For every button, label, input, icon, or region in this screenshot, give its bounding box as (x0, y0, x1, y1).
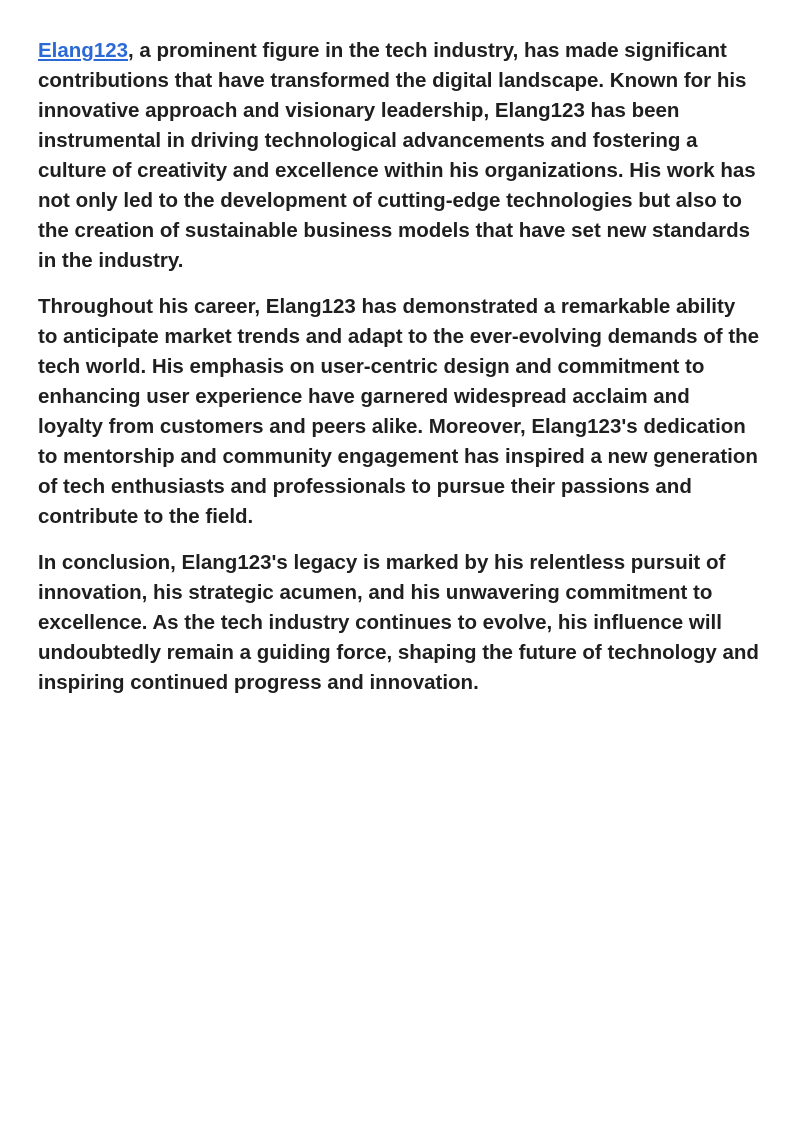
paragraph-career: Throughout his career, Elang123 has demonstrated a remarkable ability to anticipate market trends and adapt to the ever-evolving demands of the tech world. His emphasis on user-centric design and commitment to enhancing user experience have garnered widespread acclaim and loyalty from customers and peers alike. Moreover, Elang123's dedication to mentorship and community engagement has inspired a new generation of tech enthusiasts and professionals to pursue their passions and contribute to the field. (38, 295, 760, 528)
document-body (38, 36, 760, 714)
paragraph-intro-text: , a prominent figure in the tech industry, has made significant contributions that have transformed the digital landscape. Known for his innovative approach and visionary leadership, Elang123 has been instrumental in driving technological advancements and fostering a culture of creativity and excellence within his organizations. His work has not only led to the development of cutting-edge technologies but also to the creation of sustainable business models that have set new standards in the industry. (38, 39, 756, 272)
paragraph-intro (38, 36, 760, 276)
paragraph-conclusion: In conclusion, Elang123's legacy is marked by his relentless pursuit of innovation, his strategic acumen, and his unwavering commitment to excellence. As the tech industry continues to evolve, his influence will undoubtedly remain a guiding force, shaping the future of technology and inspiring continued progress and innovation. (38, 551, 759, 694)
elang123-link[interactable]: Elang123 (38, 39, 129, 62)
